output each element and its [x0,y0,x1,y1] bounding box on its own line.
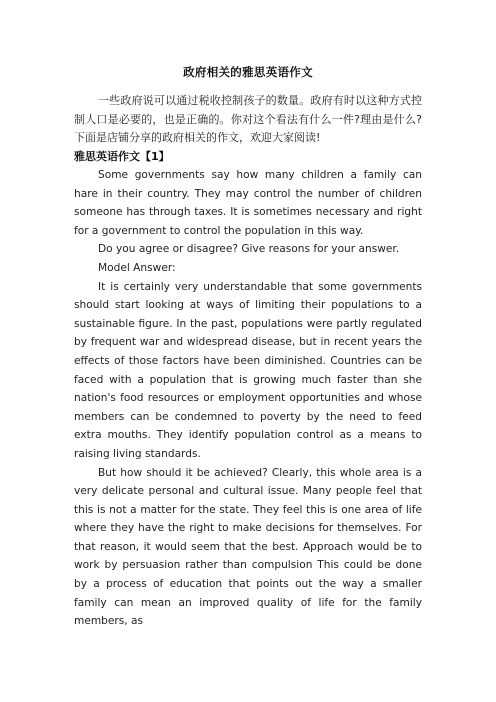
section-heading: 雅思英语作文【1】 [74,149,170,163]
answer-paragraph-1: It is certainly very understandable that some governments should start looking at ways of limiting their populations to a sustainable figure. In the past, populations were partly regulated by frequent war and widespread disease, but in recent years the effects of those factors have been diminished. Countries can be faced with a population that is growing much faster than she nation's food resources or employment opportunities and whose members can be condemned to poverty by the need to feed extra mouths. They identify population control as a means to raising living standards. [74,280,422,460]
document-body [74,92,422,631]
instruction-paragraph: Do you agree or disagree? Give reasons for your answer. [98,243,400,256]
question-paragraph: Some governments say how many children a family can hare in their country. They may control the number of children someone has through taxes. It is sometimes necessary and right for a government to control the population in this way. [74,169,422,237]
page-title: 政府相关的雅思英语作文 [183,65,313,79]
intro-paragraph: 一些政府说可以通过税收控制孩子的数量。政府有时以这种方式控制人口是必要的，也是正确的。你对这个看法有什么一件?理由是什么?下面是店铺分享的政府相关的作文，欢迎大家阅读! [74,94,422,144]
answer-paragraph-2: But how should it be achieved? Clearly, this whole area is a very delicate personal and cultural issue. Many people feel that this is not a matter for the state. They feel this is one area of life where they have the right to make decisions for themselves. For that reason, it would seem that the best. Approach would be to work by persuasion rather than compulsion This could be done by a process of education that points out the way a smaller family can mean an improved quality of life for the family members, as [74,466,422,628]
model-answer-label: Model Answer: [98,261,176,274]
